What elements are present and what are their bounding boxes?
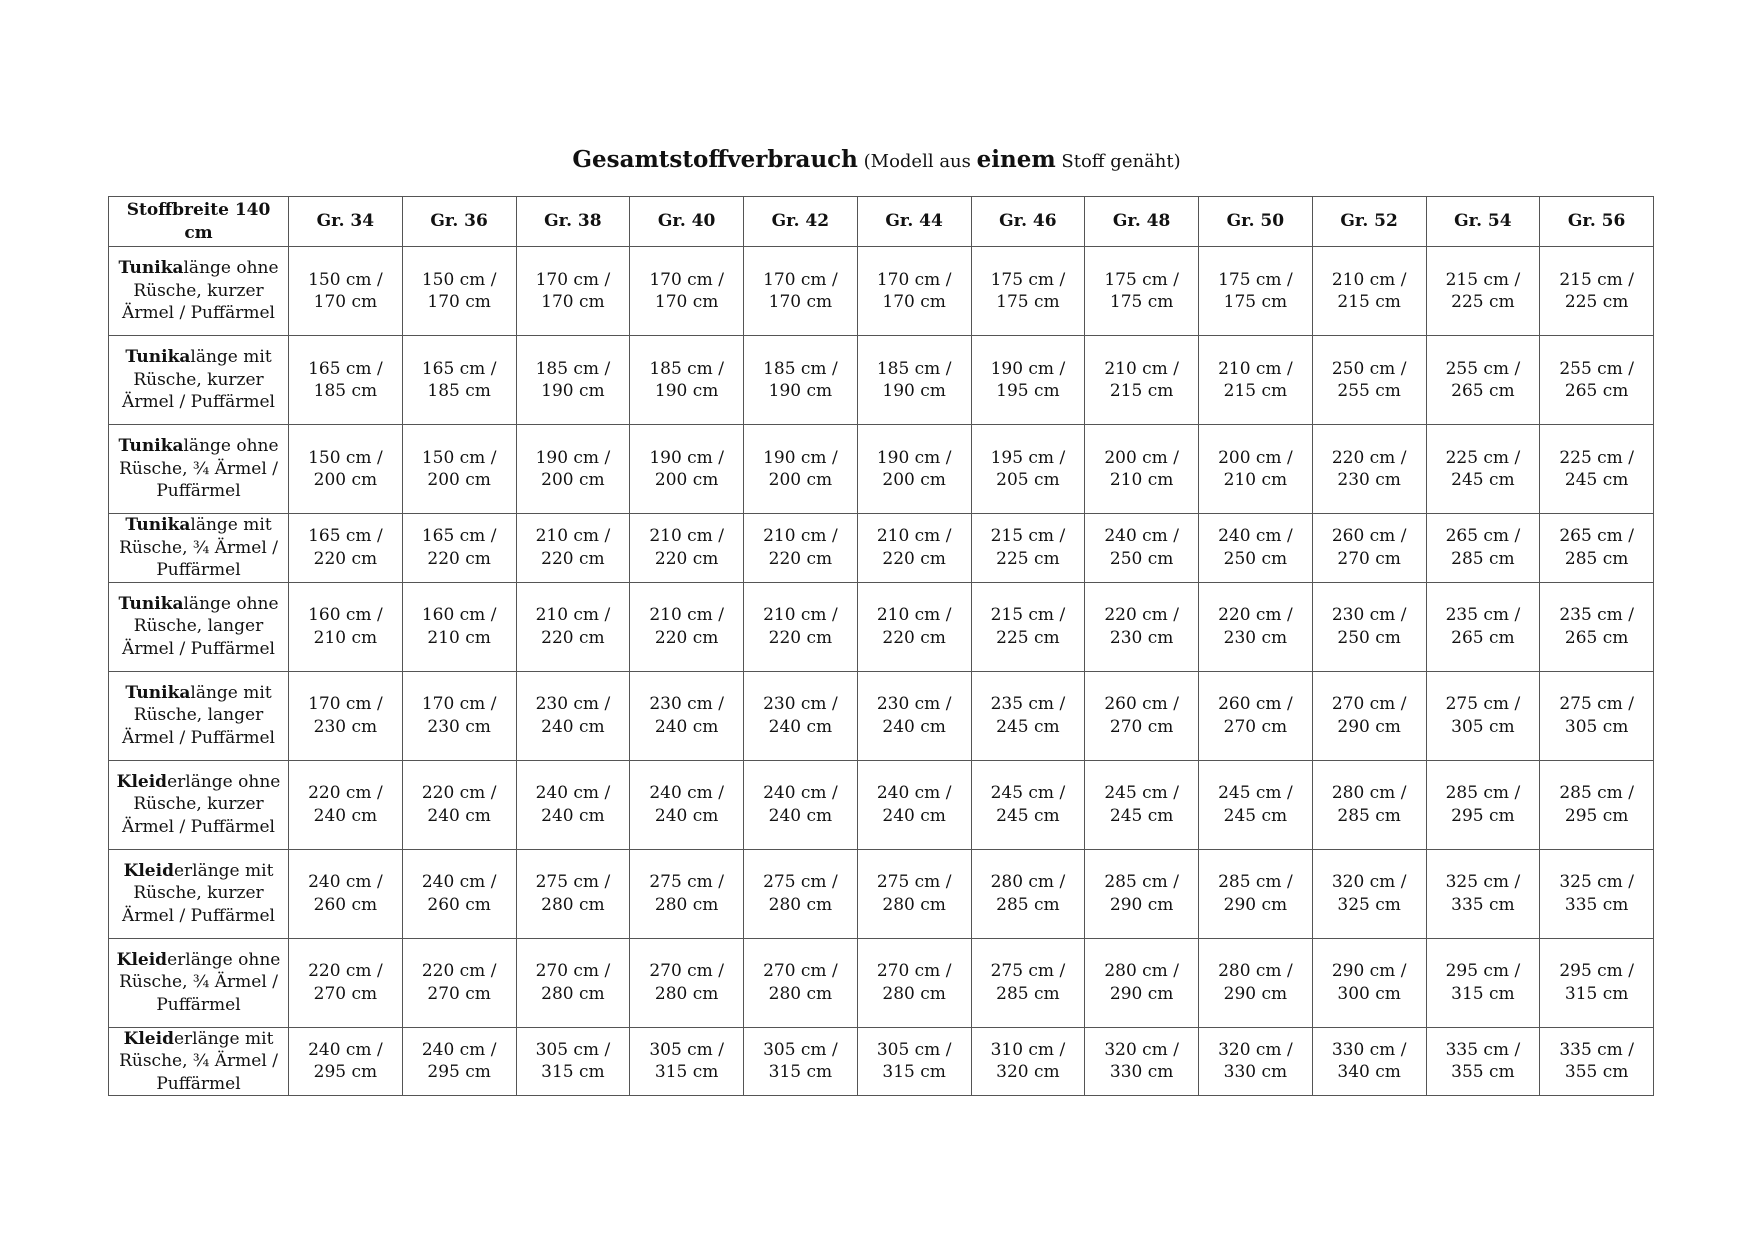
table-cell: 270 cm / 280 cm	[857, 938, 971, 1027]
row-label-description: erlänge ohne Rüsche, ¾ Ärmel / Puffärmel	[119, 949, 281, 1015]
table-row	[109, 336, 1654, 425]
table-cell: 275 cm / 280 cm	[744, 849, 858, 938]
table-cell: 320 cm / 330 cm	[1199, 1027, 1313, 1096]
row-label-description: erlänge ohne Rüsche, kurzer Ärmel / Puffärmel	[122, 771, 281, 837]
table-cell: 200 cm / 210 cm	[1199, 425, 1313, 514]
row-label-garment: Kleid	[123, 860, 174, 881]
table-cell: 230 cm / 240 cm	[630, 671, 744, 760]
table-cell: 275 cm / 280 cm	[516, 849, 630, 938]
table-cell: 275 cm / 305 cm	[1426, 671, 1540, 760]
header-size: Gr. 54	[1426, 197, 1540, 247]
row-label	[109, 1027, 289, 1096]
table-cell: 235 cm / 265 cm	[1426, 582, 1540, 671]
table-cell: 250 cm / 255 cm	[1312, 336, 1426, 425]
table-cell: 220 cm / 240 cm	[289, 760, 403, 849]
table-cell: 210 cm / 220 cm	[630, 582, 744, 671]
table-cell: 220 cm / 270 cm	[402, 938, 516, 1027]
table-cell: 245 cm / 245 cm	[971, 760, 1085, 849]
table-cell: 215 cm / 225 cm	[1426, 247, 1540, 336]
table-cell: 330 cm / 340 cm	[1312, 1027, 1426, 1096]
table-cell: 260 cm / 270 cm	[1312, 514, 1426, 583]
table-cell: 210 cm / 215 cm	[1199, 336, 1313, 425]
table-row	[109, 582, 1654, 671]
table-cell: 225 cm / 245 cm	[1426, 425, 1540, 514]
table-cell: 240 cm / 260 cm	[402, 849, 516, 938]
table-cell: 230 cm / 240 cm	[516, 671, 630, 760]
table-cell: 170 cm / 170 cm	[744, 247, 858, 336]
table-cell: 150 cm / 170 cm	[289, 247, 403, 336]
table-cell: 270 cm / 280 cm	[516, 938, 630, 1027]
table-cell: 215 cm / 225 cm	[971, 582, 1085, 671]
table-row	[109, 514, 1654, 583]
table-cell: 305 cm / 315 cm	[630, 1027, 744, 1096]
table-cell: 210 cm / 215 cm	[1085, 336, 1199, 425]
table-cell: 160 cm / 210 cm	[289, 582, 403, 671]
title-main: Gesamtstoffverbrauch	[572, 146, 858, 173]
table-row	[109, 849, 1654, 938]
row-label-garment: Tunika	[118, 258, 184, 279]
table-cell: 240 cm / 295 cm	[402, 1027, 516, 1096]
table-cell: 325 cm / 335 cm	[1426, 849, 1540, 938]
row-label-description: länge ohne Rüsche, kurzer Ärmel / Puffärmel	[122, 258, 279, 324]
table-cell: 305 cm / 315 cm	[857, 1027, 971, 1096]
document-title	[0, 145, 1753, 177]
table-cell: 280 cm / 290 cm	[1199, 938, 1313, 1027]
table-cell: 175 cm / 175 cm	[1085, 247, 1199, 336]
table-cell: 220 cm / 240 cm	[402, 760, 516, 849]
table-cell: 285 cm / 295 cm	[1540, 760, 1654, 849]
row-label-description: länge ohne Rüsche, ¾ Ärmel / Puffärmel	[119, 436, 279, 502]
table-cell: 285 cm / 295 cm	[1426, 760, 1540, 849]
row-label	[109, 582, 289, 671]
table-row	[109, 760, 1654, 849]
table-cell: 290 cm / 300 cm	[1312, 938, 1426, 1027]
row-label	[109, 938, 289, 1027]
header-size: Gr. 52	[1312, 197, 1426, 247]
title-paren-end: Stoff genäht)	[1055, 151, 1181, 172]
row-label	[109, 671, 289, 760]
table-cell: 175 cm / 175 cm	[971, 247, 1085, 336]
table-cell: 150 cm / 170 cm	[402, 247, 516, 336]
header-size: Gr. 42	[744, 197, 858, 247]
table-cell: 220 cm / 230 cm	[1199, 582, 1313, 671]
table-cell: 170 cm / 170 cm	[857, 247, 971, 336]
table-cell: 210 cm / 220 cm	[744, 582, 858, 671]
table-cell: 190 cm / 200 cm	[516, 425, 630, 514]
table-row	[109, 425, 1654, 514]
table-cell: 305 cm / 315 cm	[744, 1027, 858, 1096]
table-cell: 240 cm / 250 cm	[1199, 514, 1313, 583]
row-label-garment: Kleid	[116, 949, 168, 970]
header-size: Gr. 44	[857, 197, 971, 247]
row-label-garment: Kleid	[123, 1028, 174, 1049]
table-cell: 185 cm / 190 cm	[630, 336, 744, 425]
table-cell: 210 cm / 220 cm	[857, 514, 971, 583]
table-cell: 280 cm / 285 cm	[1312, 760, 1426, 849]
table-cell: 165 cm / 220 cm	[289, 514, 403, 583]
table-cell: 295 cm / 315 cm	[1540, 938, 1654, 1027]
row-label-description: länge mit Rüsche, kurzer Ärmel / Puffärmel	[122, 347, 275, 413]
table-cell: 190 cm / 195 cm	[971, 336, 1085, 425]
table-cell: 270 cm / 280 cm	[744, 938, 858, 1027]
table-cell: 255 cm / 265 cm	[1426, 336, 1540, 425]
table-row	[109, 247, 1654, 336]
table-cell: 210 cm / 215 cm	[1312, 247, 1426, 336]
row-label-description: länge ohne Rüsche, langer Ärmel / Puffärmel	[122, 593, 279, 659]
title-emphasis: einem	[976, 146, 1056, 173]
table-cell: 210 cm / 220 cm	[516, 582, 630, 671]
table-cell: 310 cm / 320 cm	[971, 1027, 1085, 1096]
table-row	[109, 671, 1654, 760]
header-fabric-width: Stoffbreite 140 cm	[109, 197, 289, 247]
table-cell: 220 cm / 270 cm	[289, 938, 403, 1027]
table-row	[109, 938, 1654, 1027]
header-size: Gr. 50	[1199, 197, 1313, 247]
table-cell: 255 cm / 265 cm	[1540, 336, 1654, 425]
table-cell: 245 cm / 245 cm	[1199, 760, 1313, 849]
table-cell: 260 cm / 270 cm	[1085, 671, 1199, 760]
table-cell: 185 cm / 190 cm	[744, 336, 858, 425]
table-cell: 265 cm / 285 cm	[1426, 514, 1540, 583]
table-cell: 245 cm / 245 cm	[1085, 760, 1199, 849]
table-cell: 190 cm / 200 cm	[744, 425, 858, 514]
title-paren-start: (Modell aus	[857, 151, 977, 172]
row-label-garment: Tunika	[118, 593, 184, 614]
table-cell: 190 cm / 200 cm	[630, 425, 744, 514]
table-cell: 150 cm / 200 cm	[289, 425, 403, 514]
row-label-garment: Tunika	[118, 436, 184, 457]
table-cell: 160 cm / 210 cm	[402, 582, 516, 671]
table-cell: 200 cm / 210 cm	[1085, 425, 1199, 514]
table-cell: 210 cm / 220 cm	[744, 514, 858, 583]
table-cell: 170 cm / 230 cm	[289, 671, 403, 760]
table-cell: 240 cm / 295 cm	[289, 1027, 403, 1096]
header-size: Gr. 48	[1085, 197, 1199, 247]
table-cell: 240 cm / 240 cm	[630, 760, 744, 849]
row-label-description: erlänge mit Rüsche, ¾ Ärmel / Puffärmel	[119, 1028, 278, 1094]
table-cell: 285 cm / 290 cm	[1199, 849, 1313, 938]
table-cell: 305 cm / 315 cm	[516, 1027, 630, 1096]
table-cell: 210 cm / 220 cm	[516, 514, 630, 583]
table-cell: 240 cm / 250 cm	[1085, 514, 1199, 583]
table-cell: 275 cm / 280 cm	[857, 849, 971, 938]
header-size: Gr. 36	[402, 197, 516, 247]
table-cell: 230 cm / 250 cm	[1312, 582, 1426, 671]
header-size: Gr. 46	[971, 197, 1085, 247]
fabric-consumption-table	[108, 196, 1654, 1096]
header-size: Gr. 40	[630, 197, 744, 247]
table-cell: 275 cm / 305 cm	[1540, 671, 1654, 760]
row-label-garment: Kleid	[116, 771, 168, 792]
table-cell: 280 cm / 290 cm	[1085, 938, 1199, 1027]
header-size: Gr. 56	[1540, 197, 1654, 247]
table-row	[109, 1027, 1654, 1096]
table-cell: 220 cm / 230 cm	[1312, 425, 1426, 514]
table-cell: 225 cm / 245 cm	[1540, 425, 1654, 514]
row-label-garment: Tunika	[125, 682, 191, 703]
table-cell: 175 cm / 175 cm	[1199, 247, 1313, 336]
table-cell: 165 cm / 220 cm	[402, 514, 516, 583]
table-cell: 210 cm / 220 cm	[630, 514, 744, 583]
table-cell: 150 cm / 200 cm	[402, 425, 516, 514]
table-cell: 320 cm / 325 cm	[1312, 849, 1426, 938]
table-cell: 170 cm / 170 cm	[516, 247, 630, 336]
table-cell: 170 cm / 170 cm	[630, 247, 744, 336]
table-cell: 235 cm / 245 cm	[971, 671, 1085, 760]
row-label-description: länge mit Rüsche, ¾ Ärmel / Puffärmel	[119, 515, 278, 580]
table-cell: 280 cm / 285 cm	[971, 849, 1085, 938]
table-cell: 210 cm / 220 cm	[857, 582, 971, 671]
table-cell: 185 cm / 190 cm	[516, 336, 630, 425]
table-cell: 195 cm / 205 cm	[971, 425, 1085, 514]
table-cell: 240 cm / 240 cm	[516, 760, 630, 849]
table-cell: 165 cm / 185 cm	[289, 336, 403, 425]
row-label	[109, 336, 289, 425]
table-cell: 275 cm / 285 cm	[971, 938, 1085, 1027]
row-label	[109, 247, 289, 336]
row-label-description: erlänge mit Rüsche, kurzer Ärmel / Puffärmel	[122, 860, 275, 926]
header-row	[109, 197, 1654, 247]
table-cell: 185 cm / 190 cm	[857, 336, 971, 425]
table-cell: 270 cm / 280 cm	[630, 938, 744, 1027]
row-label-description: länge mit Rüsche, langer Ärmel / Puffärmel	[122, 682, 275, 748]
table-cell: 335 cm / 355 cm	[1426, 1027, 1540, 1096]
table-cell: 170 cm / 230 cm	[402, 671, 516, 760]
row-label	[109, 514, 289, 583]
table-cell: 235 cm / 265 cm	[1540, 582, 1654, 671]
table-cell: 190 cm / 200 cm	[857, 425, 971, 514]
table-cell: 260 cm / 270 cm	[1199, 671, 1313, 760]
table-cell: 240 cm / 260 cm	[289, 849, 403, 938]
row-label	[109, 849, 289, 938]
table-cell: 270 cm / 290 cm	[1312, 671, 1426, 760]
table-cell: 275 cm / 280 cm	[630, 849, 744, 938]
table-cell: 240 cm / 240 cm	[744, 760, 858, 849]
table-cell: 230 cm / 240 cm	[857, 671, 971, 760]
row-label	[109, 425, 289, 514]
table-cell: 215 cm / 225 cm	[971, 514, 1085, 583]
row-label-garment: Tunika	[125, 347, 191, 368]
table-cell: 295 cm / 315 cm	[1426, 938, 1540, 1027]
table-cell: 335 cm / 355 cm	[1540, 1027, 1654, 1096]
table-cell: 320 cm / 330 cm	[1085, 1027, 1199, 1096]
header-size: Gr. 38	[516, 197, 630, 247]
header-size: Gr. 34	[289, 197, 403, 247]
table-cell: 240 cm / 240 cm	[857, 760, 971, 849]
table-cell: 265 cm / 285 cm	[1540, 514, 1654, 583]
table-cell: 285 cm / 290 cm	[1085, 849, 1199, 938]
table-cell: 215 cm / 225 cm	[1540, 247, 1654, 336]
table-cell: 325 cm / 335 cm	[1540, 849, 1654, 938]
row-label	[109, 760, 289, 849]
row-label-garment: Tunika	[125, 515, 191, 535]
table-cell: 220 cm / 230 cm	[1085, 582, 1199, 671]
table-cell: 165 cm / 185 cm	[402, 336, 516, 425]
table-cell: 230 cm / 240 cm	[744, 671, 858, 760]
